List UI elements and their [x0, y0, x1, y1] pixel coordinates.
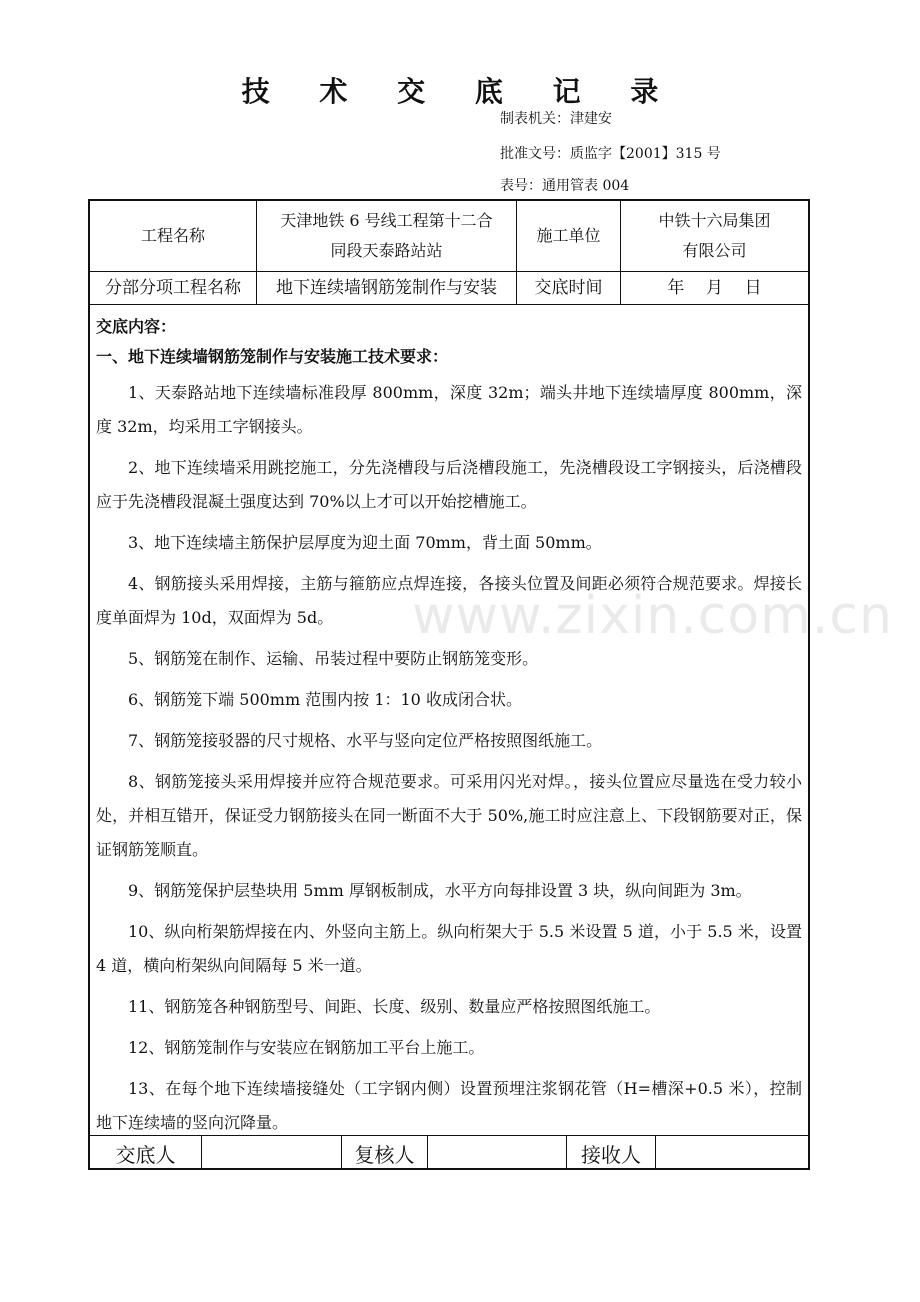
- requirement-item: 7、钢筋笼接驳器的尺寸规格、水平与竖向定位严格按照图纸施工。: [128, 731, 603, 750]
- contractor-label: 施工单位: [536, 226, 601, 245]
- reviewer-signature-field: [428, 1136, 566, 1170]
- discloser-signature-field: [202, 1136, 341, 1170]
- contractor-line2: 有限公司: [682, 241, 747, 260]
- requirement-item: 13、在每个地下连续墙接缝处（工字钢内侧）设置预埋注浆钢花管（H=槽深+0.5 米），控制地下连续墙的竖向沉降量。: [96, 1079, 802, 1132]
- receiver-label: 接收人: [581, 1142, 641, 1167]
- project-name-label: 工程名称: [140, 226, 205, 245]
- requirement-item: 12、钢筋笼制作与安装应在钢筋加工平台上施工。: [128, 1038, 485, 1057]
- requirement-item: 2、地下连续墙采用跳挖施工，分先浇槽段与后浇槽段施工，先浇槽段设工字钢接头，后浇槽段应于先浇槽段混凝土强度达到 70%以上才可以开始挖槽施工。: [96, 458, 802, 511]
- approval-line: 批准文号：质监字【2001】315 号: [500, 146, 721, 162]
- requirement-item: 11、钢筋笼各种钢筋型号、间距、长度、级别、数量应严格按照图纸施工。: [128, 997, 661, 1016]
- contractor-value: [621, 201, 808, 271]
- requirement-item: 1、天泰路站地下连续墙标准段厚 800mm，深度 32m；端头井地下连续墙厚度 800mm，深度 32m，均采用工字钢接头。: [96, 383, 802, 436]
- requirement-item: 3、地下连续墙主筋保护层厚度为迎土面 70mm，背土面 50mm。: [128, 533, 602, 552]
- row-divider: [88, 304, 810, 305]
- subproject-value: 地下连续墙钢筋笼制作与安装: [276, 278, 497, 298]
- requirement-item: 5、钢筋笼在制作、运输、吊装过程中要防止钢筋笼变形。: [128, 649, 539, 668]
- reviewer-label: 复核人: [354, 1142, 415, 1167]
- discloser-label: 交底人: [115, 1142, 176, 1167]
- content-label: 交底内容：: [96, 317, 177, 336]
- site-watermark: www.zixin.com.cn: [412, 586, 893, 646]
- receiver-signature-field: [656, 1136, 808, 1170]
- project-name-line2: 同段天泰路站站: [330, 241, 443, 260]
- disclosure-content: [96, 312, 802, 1147]
- requirement-item: 10、纵向桁架筋焊接在内、外竖向主筋上。纵向桁架大于 5.5 米设置 5 道，小于 5.5 米，设置 4 道，横向桁架纵向间隔每 5 米一道。: [96, 922, 802, 975]
- project-name-line1: 天津地铁 6 号线工程第十二合: [280, 211, 493, 230]
- requirement-item: 4、钢筋接头采用焊接，主筋与箍筋应点焊连接，各接头位置及间距必须符合规范要求。焊接长度单面焊为 10d，双面焊为 5d。: [96, 574, 802, 627]
- date-value: 年 月 日: [667, 278, 762, 298]
- date-label: 交底时间: [534, 278, 603, 298]
- subproject-label: 分部分项工程名称: [105, 278, 241, 298]
- requirement-item: 8、钢筋笼接头采用焊接并应符合规范要求。可采用闪光对焊。，接头位置应尽量选在受力较小处，并相互错开，保证受力钢筋接头在同一断面不大于 50%,施工时应注意上、下段钢筋要对正，保证钢筋笼顺直。: [96, 772, 802, 859]
- issuer-line: 制表机关：津建安: [500, 111, 612, 127]
- form-number-line: 表号：通用管表 004: [500, 178, 630, 194]
- project-name-value: [257, 201, 516, 271]
- document-title: 技 术 交 底 记 录: [241, 75, 679, 108]
- requirement-item: 6、钢筋笼下端 500mm 范围内按 1：10 收成闭合状。: [128, 690, 522, 709]
- contractor-line1: 中铁十六局集团: [658, 211, 771, 230]
- requirement-item: 9、钢筋笼保护层垫块用 5mm 厚钢板制成，水平方向每排设置 3 块，纵向间距为 3m。: [128, 881, 752, 900]
- content-heading: 一、地下连续墙钢筋笼制作与安装施工技术要求：: [96, 347, 449, 366]
